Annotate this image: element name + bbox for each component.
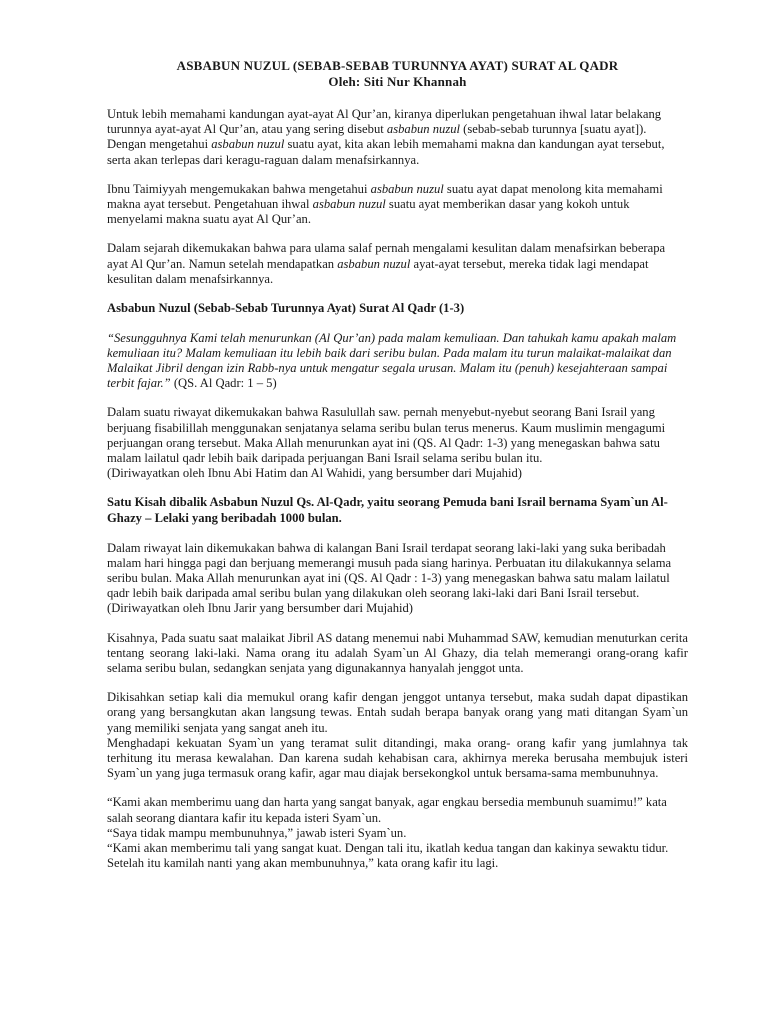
dialog-line-3: “Kami akan memberimu tali yang sangat kuat. Dengan tali itu, ikatlah kedua tangan dan kakinya sewaktu tidur. Setelah itu kamilah nanti yang akan membunuhnya,” kata orang kafir itu lagi. xyxy=(107,841,669,871)
dialog-line-1: “Kami akan memberimu uang dan harta yang sangat banyak, agar engkau bersedia membunuh suamimu!” kata salah seorang diantara kafir itu kepada isteri Syam`un. xyxy=(107,795,667,825)
section-1-heading: Asbabun Nuzul (Sebab-Sebab Turunnya Ayat) Surat Al Qadr (1-3) xyxy=(107,301,465,316)
term-asbabun-nuzul: asbabun nuzul xyxy=(370,181,444,196)
section-2-heading: Satu Kisah dibalik Asbabun Nuzul Qs. Al-Qadr, yaitu seorang Pemuda bani Israil bernama Syam`un Al-Ghazy – Lelaki yang beribadah 1000 bulan. xyxy=(107,495,668,526)
intro-paragraph-3: Dalam sejarah dikemukakan bahwa para ulama salaf pernah mengalami kesulitan dalam menafsirkan beberapa ayat Al Qur’an. Namun setelah mendapatkan asbabun nuzul ayat-ayat tersebut, mereka tidak lagi mendapat kesulitan dalam menafsirkannya. xyxy=(107,241,666,286)
author-line: Oleh: Siti Nur Khannah xyxy=(328,74,467,89)
dialog-line-2: “Saya tidak mampu membunuhnya,” jawab isteri Syam`un. xyxy=(107,825,407,840)
section-1-source: (Diriwayatkan oleh Ibnu Abi Hatim dan Al Wahidi, yang bersumber dari Mujahid) xyxy=(107,466,522,481)
term-asbabun-nuzul: asbabun nuzul xyxy=(337,256,411,271)
story-paragraph-2: Dikisahkan setiap kali dia memukul orang kafir dengan jenggot untanya tersebut, maka sudah dapat dipastikan orang yang bersangkutan akan langsung tewas. Entah sudah berapa banyak orang yang mati ditangan Syam`un yang memiliki senjata yang sangat aneh itu. xyxy=(107,690,688,735)
section-1-body: Dalam suatu riwayat dikemukakan bahwa Rasulullah saw. pernah menyebut-nyebut seorang Bani Israil yang berjuang fisabilillah menggunakan senjatanya selama seribu bulan terus menerus. Kaum muslimin mengagumi perjuangan orang tersebut. Maka Allah menurunkan ayat ini (QS. Al Qadr: 1-3) yang menegaskan bahwa satu malam lailatul qadr lebih baik daripada perjuangan Bani Israil selama seribu bulan itu. xyxy=(107,405,666,466)
section-2-source: (Diriwayatkan oleh Ibnu Jarir yang bersumber dari Mujahid) xyxy=(107,601,414,616)
term-asbabun-nuzul: asbabun nuzul xyxy=(386,122,461,137)
intro-paragraph-2: Ibnu Taimiyyah mengemukakan bahwa mengetahui asbabun nuzul suatu ayat dapat menolong kita memahami makna ayat tersebut. Pengetahuan ihwal asbabun nuzul suatu ayat memberikan dasar yang kokoh untuk menyelami makna suatu ayat Al Qur’an. xyxy=(107,181,663,227)
story-paragraph-3: Menghadapi kekuatan Syam`un yang teramat sulit ditandingi, maka orang- orang kafir yang jumlahnya tak terhitung itu merasa kewalahan. Dan karena sudah kehabisan cara, akhirnya mereka berusaha membujuk isteri Syam`un yang juga termasuk orang kafir, agar mau diajak bersekongkol untuk bersama-sama membunuhnya. xyxy=(107,735,688,781)
term-asbabun-nuzul: asbabun nuzul xyxy=(211,137,285,152)
quote-text: “Sesungguhnya Kami telah menurunkan (Al Qur’an) pada malam kemuliaan. Dan tahukah kamu apakah malam kemuliaan itu? Malam kemuliaan itu lebih baik dari seribu bulan. Pada malam itu turun malaikat-malaikat dan Malaikat Jibril dengan izin Rabb-nya untuk mengatur segala urusan. Malam itu (penuh) kesejahteraan sampai terbit fajar.” xyxy=(107,330,677,391)
term-asbabun-nuzul: asbabun nuzul xyxy=(312,197,386,212)
quote-reference: (QS. Al Qadr: 1 – 5) xyxy=(170,376,277,391)
page-title: ASBABUN NUZUL (SEBAB-SEBAB TURUNNYA AYAT) SURAT AL QADR xyxy=(176,58,619,73)
intro-paragraph-1: Untuk lebih memahami kandungan ayat-ayat Al Qur’an, kiranya diperlukan pengetahuan ihwal latar belakang turunnya ayat-ayat Al Qur’an, atau yang sering disebut asbabun nuzul (sebab-sebab turunnya [suatu ayat]). Dengan mengetahui asbabun nuzul suatu ayat, kita akan lebih memahami makna dan kandungan ayat tersebut, serta akan terlepas dari keragu-raguan dalam menafsirkannya. xyxy=(107,107,665,167)
section-2-body: Dalam riwayat lain dikemukakan bahwa di kalangan Bani Israil terdapat seorang laki-laki yang suka beribadah malam hari hingga pagi dan berjuang memerangi musuh pada siang harinya. Perbuatan itu dilakukannya selama seribu bulan. Maka Allah menurunkan ayat ini (QS. Al Qadr : 1-3) yang menegaskan bahwa satu malam lailatul qadr lebih baik daripada amal seribu bulan yang dilakukan oleh seorang laki-laki dari Bani Israil tersebut. xyxy=(107,540,672,601)
story-paragraph-1: Kisahnya, Pada suatu saat malaikat Jibril AS datang menemui nabi Muhammad SAW, kemudian menuturkan cerita tentang seorang laki-laki. Nama orang itu adalah Syam`un Al Ghazy, dia telah memerangi orang-orang kafir selama seribu bulan, sedangkan senjata yang digunakannya hanyalah jenggot unta. xyxy=(107,630,688,676)
document-title-block xyxy=(107,58,688,90)
quran-quote xyxy=(107,331,688,392)
